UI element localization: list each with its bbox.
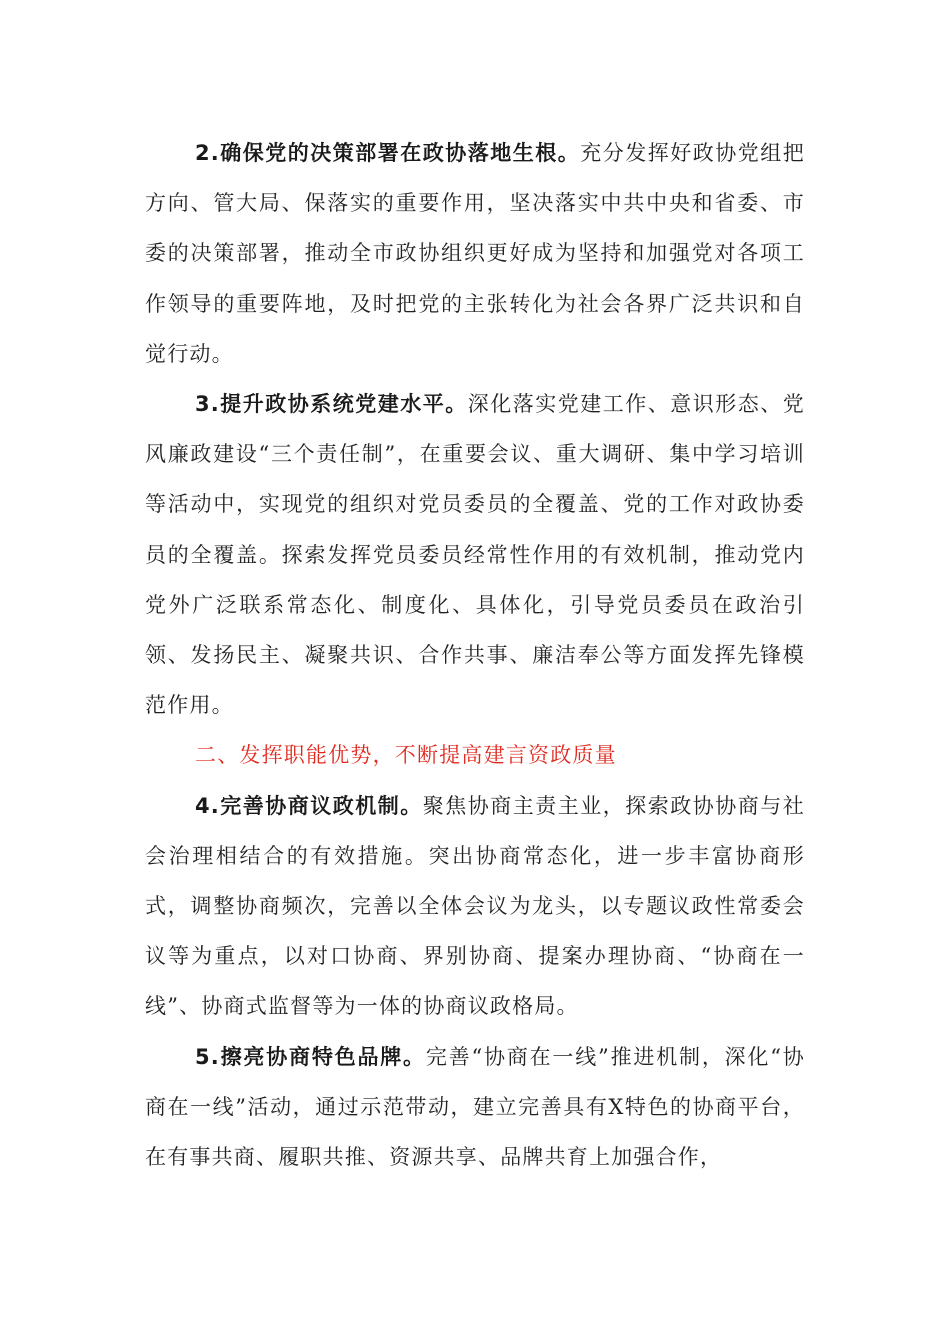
- section-heading: 二、发挥职能优势，不断提高建言资政质量: [195, 743, 617, 768]
- paragraph-text: 充分发挥好政协党组把方向、管大局、保落实的重要作用，坚决落实中共中央和省委、市委的决策部署，推动全市政协组织更好成为坚持和加强党对各项工作领导的重要阵地，及时把党的主张转化为社会各界广泛共识和自觉行动。: [145, 141, 805, 366]
- paragraph-lead: 2.确保党的决策部署在政协落地生根。: [195, 141, 581, 165]
- paragraph-lead: 4.完善协商议政机制。: [195, 793, 423, 818]
- paragraph-text: 深化落实党建工作、意识形态、党风廉政建设“三个责任制”，在重要会议、重大调研、集中学习培训等活动中，实现党的组织对党员委员的全覆盖、党的工作对政协委员的全覆盖。探索发挥党员委员经常性作用的有效机制，推动党内党外广泛联系常态化、制度化、具体化，引导党员委员在政治引领、发扬民主、凝聚共识、合作共事、廉洁奉公等方面发挥先锋模范作用。: [145, 392, 805, 718]
- paragraph-lead: 5.擦亮协商特色品牌。: [195, 1044, 426, 1069]
- paragraph-lead: 3.提升政协系统党建水平。: [195, 392, 468, 417]
- paragraph-text: 完善“协商在一线”推进机制，深化“协商在一线”活动，通过示范带动，建立完善具有X特色的协商平台，在有事共商、履职共推、资源共享、品牌共育上加强合作，: [145, 1044, 805, 1170]
- paragraph-text: 聚焦协商主责主业，探索政协协商与社会治理相结合的有效措施。突出协商常态化，进一步丰富协商形式，调整协商频次，完善以全体会议为龙头，以专题议政性常委会议等为重点，以对口协商、界别协商、提案办理协商、“协商在一线”、协商式监督等为一体的协商议政格局。: [145, 793, 805, 1019]
- paragraph-2: [145, 128, 805, 379]
- paragraph-5: [145, 1032, 805, 1183]
- paragraph-3: [145, 379, 805, 730]
- paragraph-4: [145, 781, 805, 1032]
- document-body: [145, 128, 805, 1182]
